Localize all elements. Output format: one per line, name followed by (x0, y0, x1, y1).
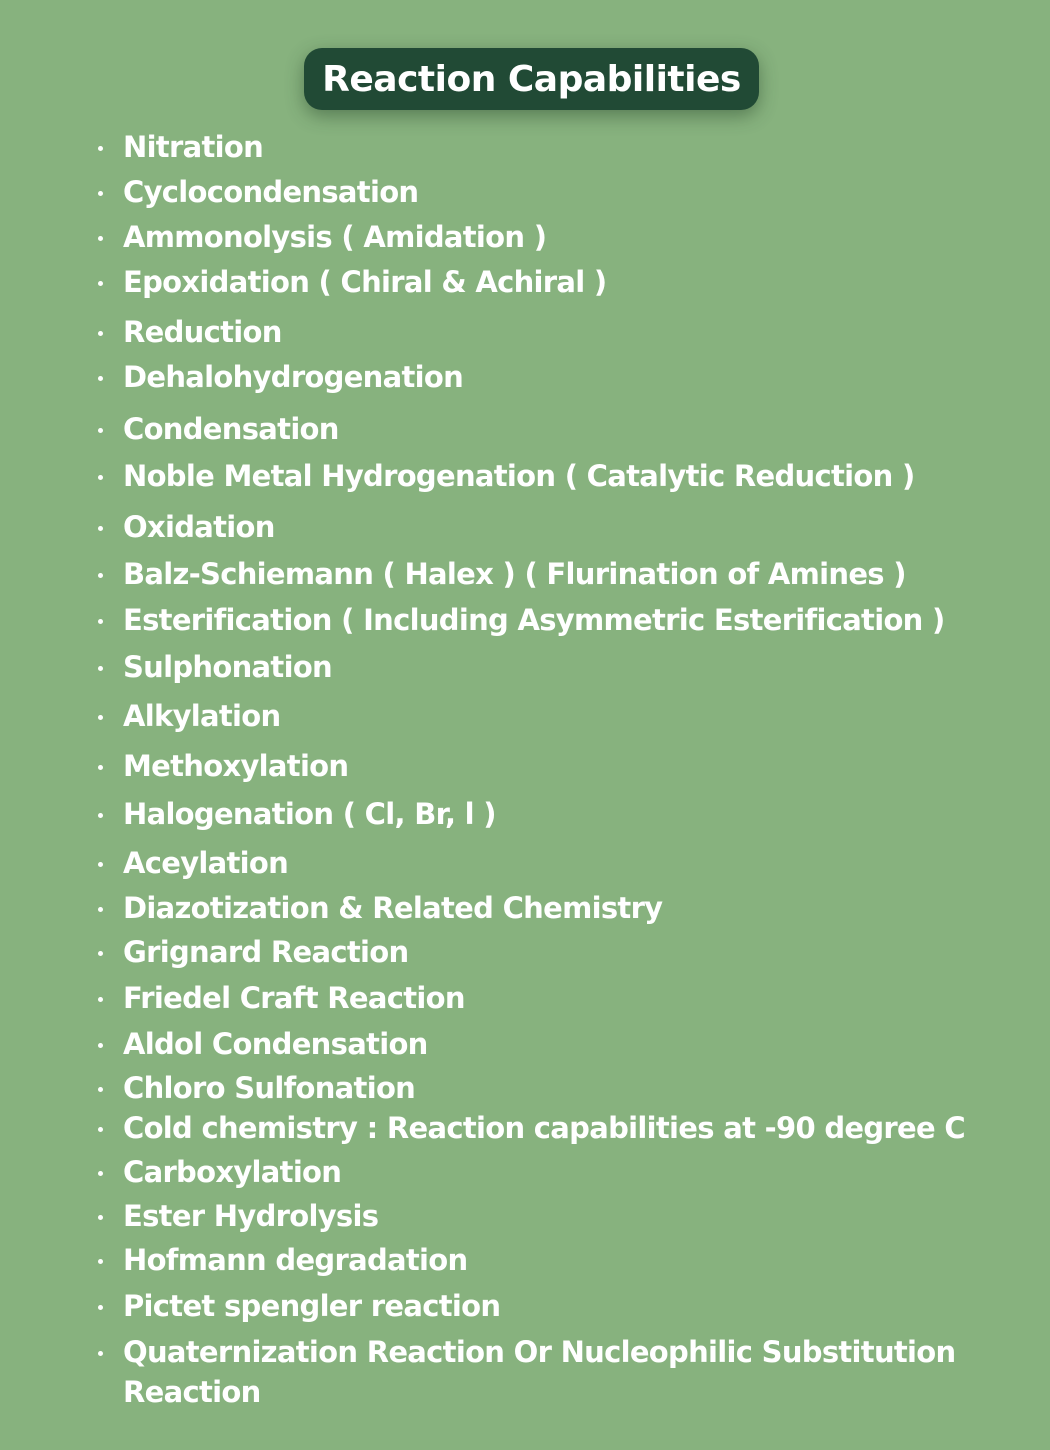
list-item-label: Friedel Craft Reaction (123, 981, 465, 1015)
list-item-label: Hofmann degradation (123, 1243, 468, 1277)
list-item-label: Balz-Schiemann ( Halex ) ( Flurination of Amines ) (123, 557, 906, 591)
list-item-label: Grignard Reaction (123, 935, 409, 969)
list-item (96, 1024, 428, 1064)
list-item-label: Quaternization Reaction Or Nucleophilic Substitution Reaction (123, 1335, 956, 1409)
bullet-icon (96, 794, 123, 834)
list-item (96, 746, 348, 786)
page-title: Reaction Capabilities (322, 58, 741, 100)
bullet-icon (96, 696, 123, 736)
list-item-label: Reduction (123, 315, 282, 349)
bullet-icon (96, 1286, 123, 1326)
bullet-icon (96, 843, 123, 883)
bullet-icon (96, 456, 123, 496)
bullet-icon (96, 1024, 123, 1064)
list-item-label: Pictet spengler reaction (123, 1289, 501, 1323)
list-item (96, 1196, 378, 1236)
list-item (96, 409, 339, 449)
bullet-icon (96, 357, 123, 397)
list-item-label: Sulphonation (123, 650, 332, 684)
list-item-label: Noble Metal Hydrogenation ( Catalytic Reduction ) (123, 459, 915, 493)
bullet-icon (96, 1152, 123, 1192)
list-item (96, 843, 288, 883)
list-item (96, 554, 906, 594)
list-item-label: Halogenation ( Cl, Br, l ) (123, 797, 496, 831)
bullet-icon (96, 1068, 123, 1108)
bullet-icon (96, 409, 123, 449)
list-item (96, 312, 282, 352)
list-item (96, 932, 408, 972)
bullet-icon (96, 172, 123, 212)
list-item (96, 1108, 965, 1148)
list-item (96, 172, 418, 212)
bullet-icon (96, 507, 123, 547)
bullet-icon (96, 932, 123, 972)
bullet-icon (96, 1240, 123, 1280)
list-item (96, 456, 915, 496)
list-item-label: Alkylation (123, 699, 281, 733)
list-item-label: Cyclocondensation (123, 175, 419, 209)
list-item (96, 357, 463, 397)
list-item-label: Condensation (123, 412, 339, 446)
list-item-label: Chloro Sulfonation (123, 1071, 416, 1105)
list-item (96, 217, 546, 257)
bullet-icon (96, 978, 123, 1018)
list-item (96, 794, 496, 834)
list-item (96, 1240, 467, 1280)
list-item-label: Epoxidation ( Chiral & Achiral ) (123, 265, 607, 299)
list-item-label: Oxidation (123, 510, 275, 544)
list-item-label: Diazotization & Related Chemistry (123, 891, 663, 925)
list-item-label: Esterification ( Including Asymmetric Esterification ) (123, 603, 945, 637)
bullet-icon (96, 127, 123, 167)
list-item (96, 1152, 341, 1192)
list-item-label: Aceylation (123, 846, 289, 880)
list-item (96, 647, 332, 687)
bullet-icon (96, 600, 123, 640)
bullet-icon (96, 1196, 123, 1236)
list-item (96, 127, 263, 167)
bullet-icon (96, 647, 123, 687)
bullet-icon (96, 1108, 123, 1148)
list-item (96, 696, 280, 736)
list-item (96, 978, 465, 1018)
bullet-icon (96, 746, 123, 786)
list-item-label: Dehalohydrogenation (123, 360, 464, 394)
list-item (96, 507, 275, 547)
list-item-label: Cold chemistry : Reaction capabilities at -90 degree C (123, 1111, 965, 1145)
list-item-label: Aldol Condensation (123, 1027, 428, 1061)
bullet-icon (96, 1332, 123, 1372)
list-item (96, 600, 945, 640)
list-item-label: Methoxylation (123, 749, 349, 783)
list-item-label: Ester Hydrolysis (123, 1199, 379, 1233)
bullet-icon (96, 312, 123, 352)
list-item (96, 1332, 973, 1412)
list-item (96, 262, 606, 302)
list-item-label: Carboxylation (123, 1155, 342, 1189)
list-item (96, 1068, 415, 1108)
title-banner (304, 48, 759, 110)
bullet-icon (96, 217, 123, 257)
list-item (96, 1286, 500, 1326)
bullet-icon (96, 262, 123, 302)
list-item-label: Ammonolysis ( Amidation ) (123, 220, 547, 254)
list-item-label: Nitration (123, 130, 264, 164)
bullet-icon (96, 554, 123, 594)
bullet-icon (96, 888, 123, 928)
list-item (96, 888, 662, 928)
